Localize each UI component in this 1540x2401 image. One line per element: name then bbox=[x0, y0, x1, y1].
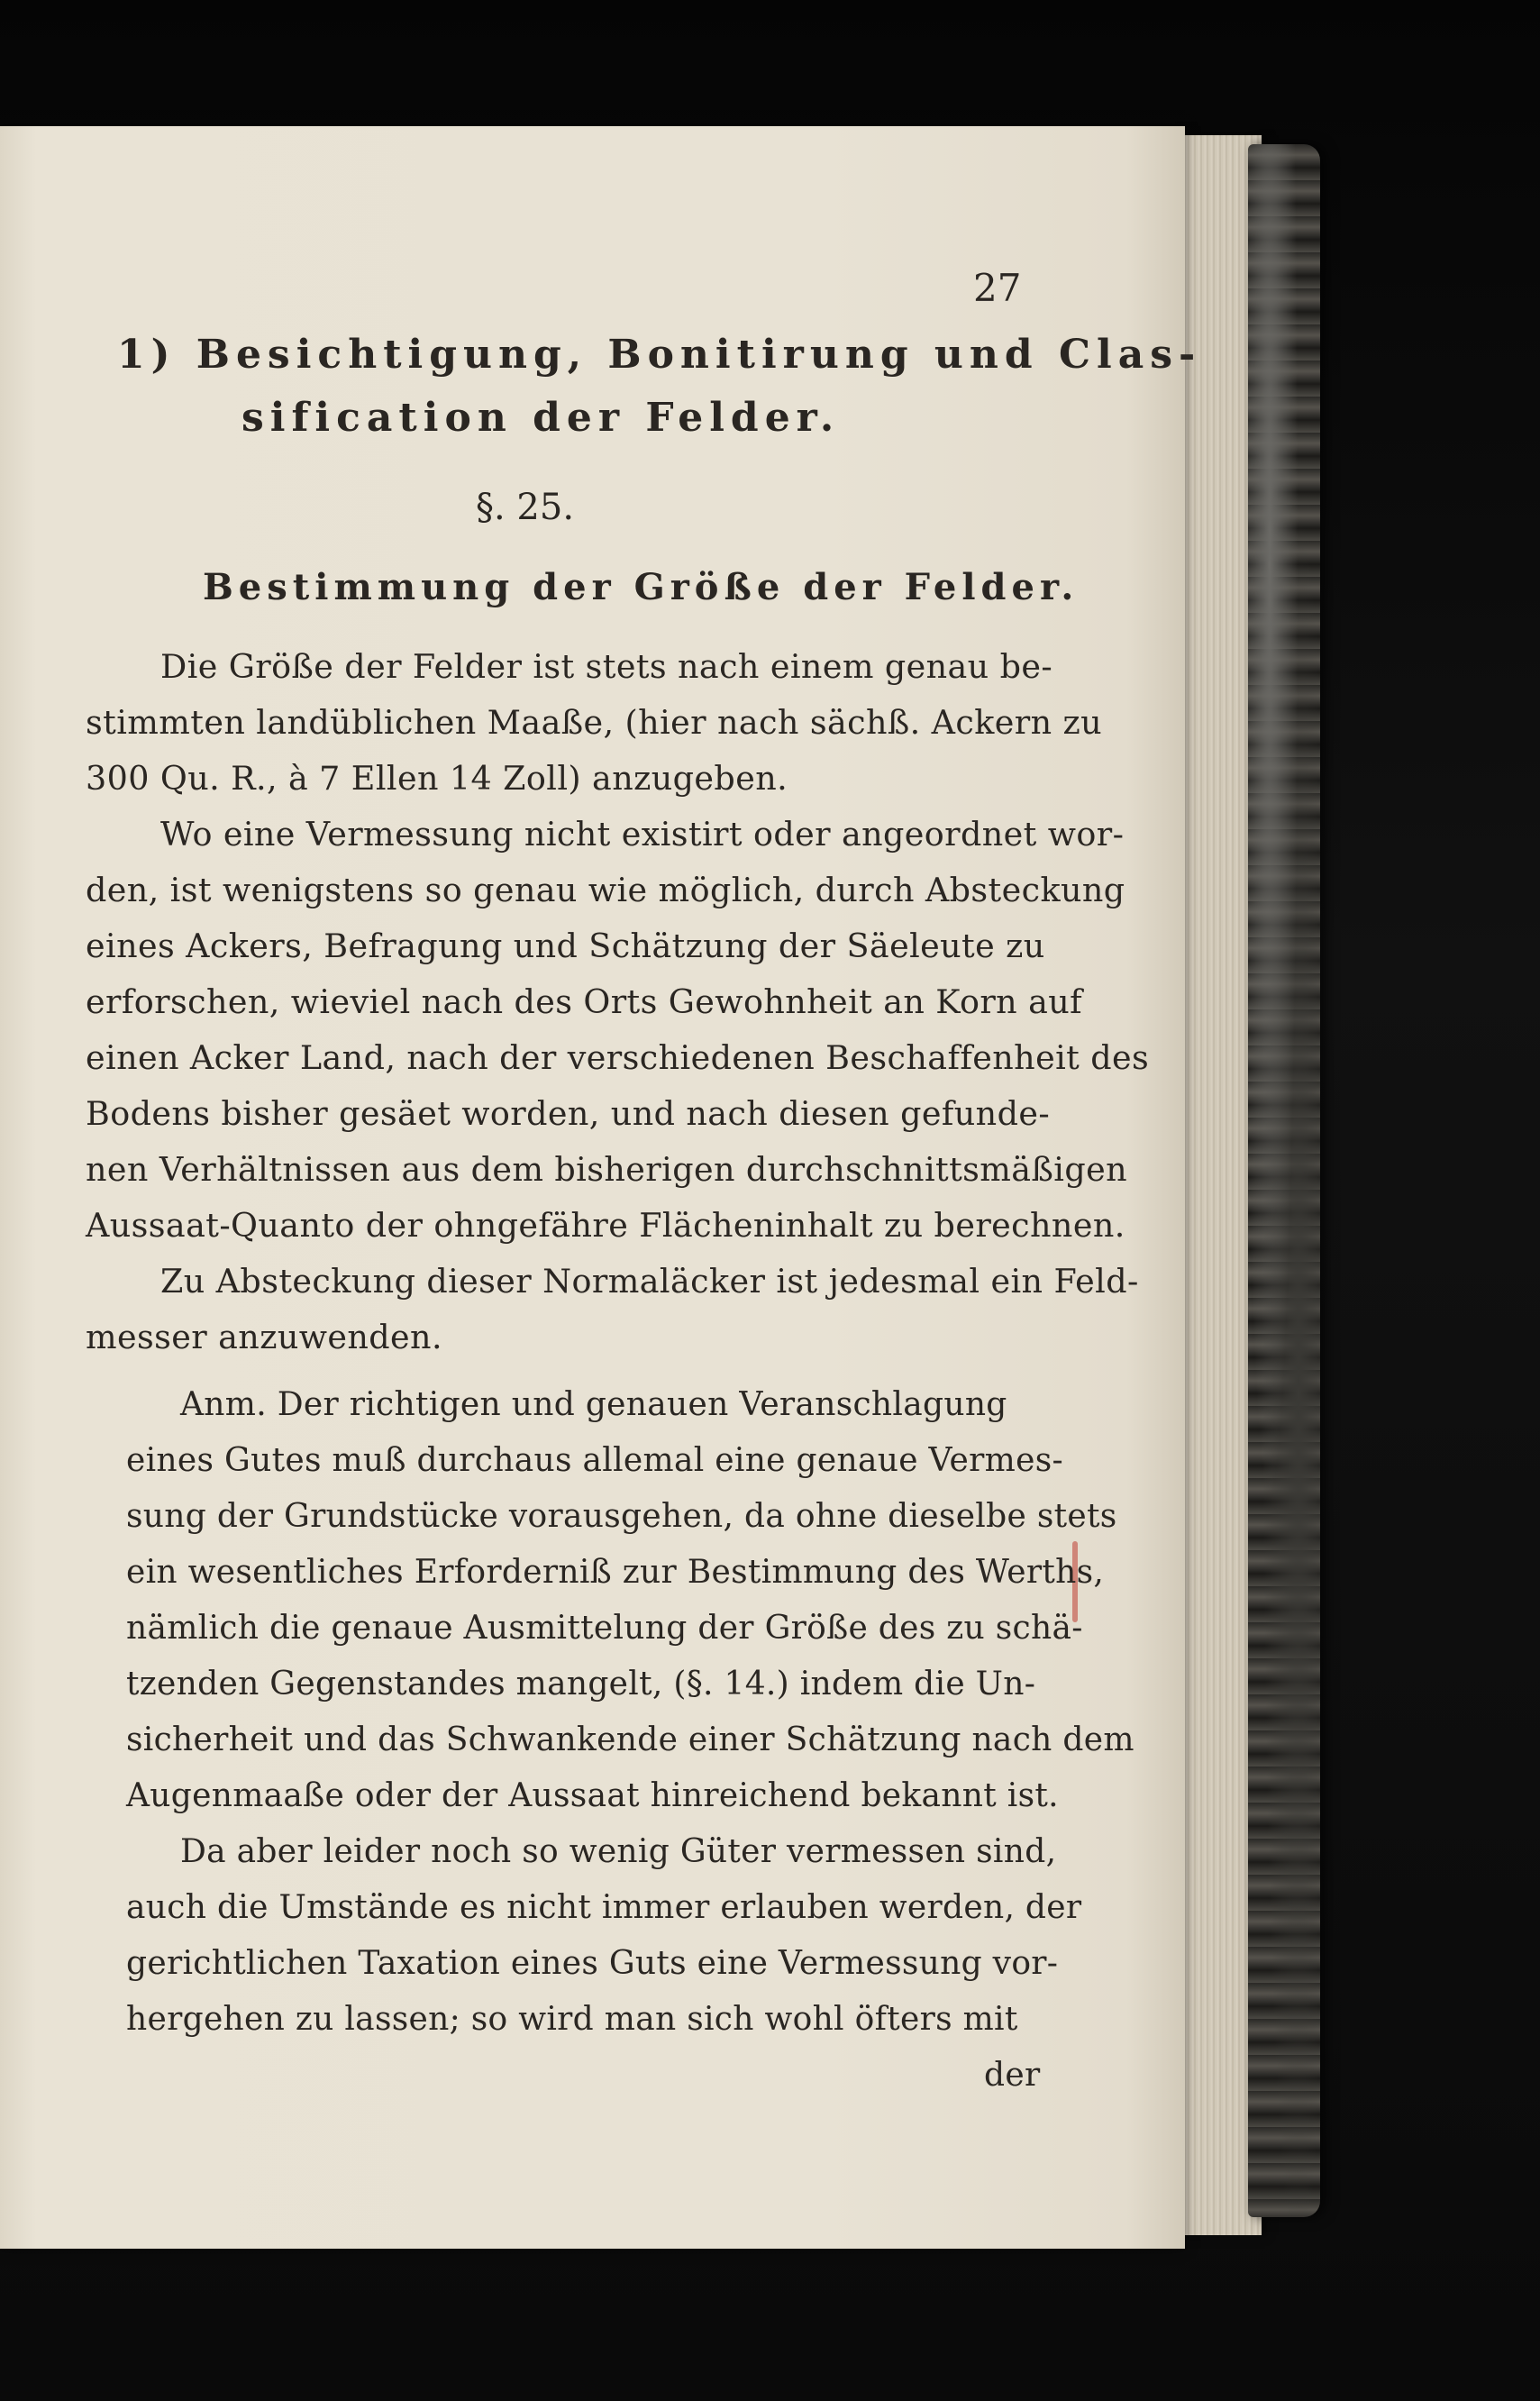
body-line: erforschen, wieviel nach des Orts Gewohnheit an Korn auf bbox=[86, 982, 1083, 1021]
body-line: stimmten landüblichen Maaße, (hier nach sächß. Ackern zu bbox=[86, 703, 1103, 742]
page-number: 27 bbox=[973, 266, 1022, 310]
body-line: Aussaat-Quanto der ohngefähre Flächeninhalt zu berechnen. bbox=[86, 1206, 1125, 1245]
catchword: der bbox=[984, 2057, 1041, 2094]
note-line: sung der Grundstücke vorausgehen, da ohne dieselbe stets bbox=[126, 1498, 1117, 1535]
section-number: §. 25. bbox=[476, 487, 575, 528]
note-line: eines Gutes muß durchaus allemal eine genaue Vermes- bbox=[126, 1442, 1063, 1479]
note-line: Anm. Der richtigen und genauen Veranschlagung bbox=[180, 1386, 1007, 1423]
note-line: hergehen zu lassen; so wird man sich wohl öfters mit bbox=[126, 2001, 1018, 2038]
chapter-heading-line-1: 1) Besichtigung, Bonitirung und Clas- bbox=[117, 332, 1202, 378]
note-line: ein wesentliches Erforderniß zur Bestimmung des Werths, bbox=[126, 1554, 1105, 1591]
note-line: sicherheit und das Schwankende einer Schätzung nach dem bbox=[126, 1721, 1134, 1758]
body-line: nen Verhältnissen aus dem bisherigen durchschnittsmäßigen bbox=[86, 1150, 1127, 1189]
body-line: Wo eine Vermessung nicht existirt oder angeordnet wor- bbox=[160, 815, 1125, 854]
body-line: Bodens bisher gesäet worden, und nach diesen gefunde- bbox=[86, 1094, 1051, 1133]
body-line: Zu Absteckung dieser Normaläcker ist jedesmal ein Feld- bbox=[160, 1262, 1139, 1301]
body-line: 300 Qu. R., à 7 Ellen 14 Zoll) anzugeben. bbox=[86, 759, 788, 798]
note-line: gerichtlichen Taxation eines Guts eine Vermessung vor- bbox=[126, 1945, 1059, 1982]
note-line: Augenmaaße oder der Aussaat hinreichend bekannt ist. bbox=[126, 1777, 1059, 1814]
book-page bbox=[0, 126, 1202, 2249]
note-line: nämlich die genaue Ausmittelung der Größe des zu schä- bbox=[126, 1610, 1083, 1647]
body-line: einen Acker Land, nach der verschiedenen Beschaffenheit des bbox=[86, 1038, 1150, 1077]
body-line: eines Ackers, Befragung und Schätzung der Säeleute zu bbox=[86, 927, 1045, 965]
chapter-heading-line-2: sification der Felder. bbox=[241, 395, 841, 441]
book-cover-edge bbox=[1248, 144, 1320, 2217]
note-line: tzenden Gegenstandes mangelt, (§. 14.) indem die Un- bbox=[126, 1666, 1036, 1703]
body-line: Die Größe der Felder ist stets nach einem genau be- bbox=[160, 647, 1053, 686]
note-line: auch die Umstände es nicht immer erlauben werden, der bbox=[126, 1889, 1082, 1926]
body-line: messer anzuwenden. bbox=[86, 1318, 442, 1356]
section-title: Bestimmung der Größe der Felder. bbox=[203, 566, 1080, 608]
note-line: Da aber leider noch so wenig Güter vermessen sind, bbox=[180, 1833, 1057, 1870]
body-line: den, ist wenigstens so genau wie möglich, durch Absteckung bbox=[86, 871, 1125, 909]
